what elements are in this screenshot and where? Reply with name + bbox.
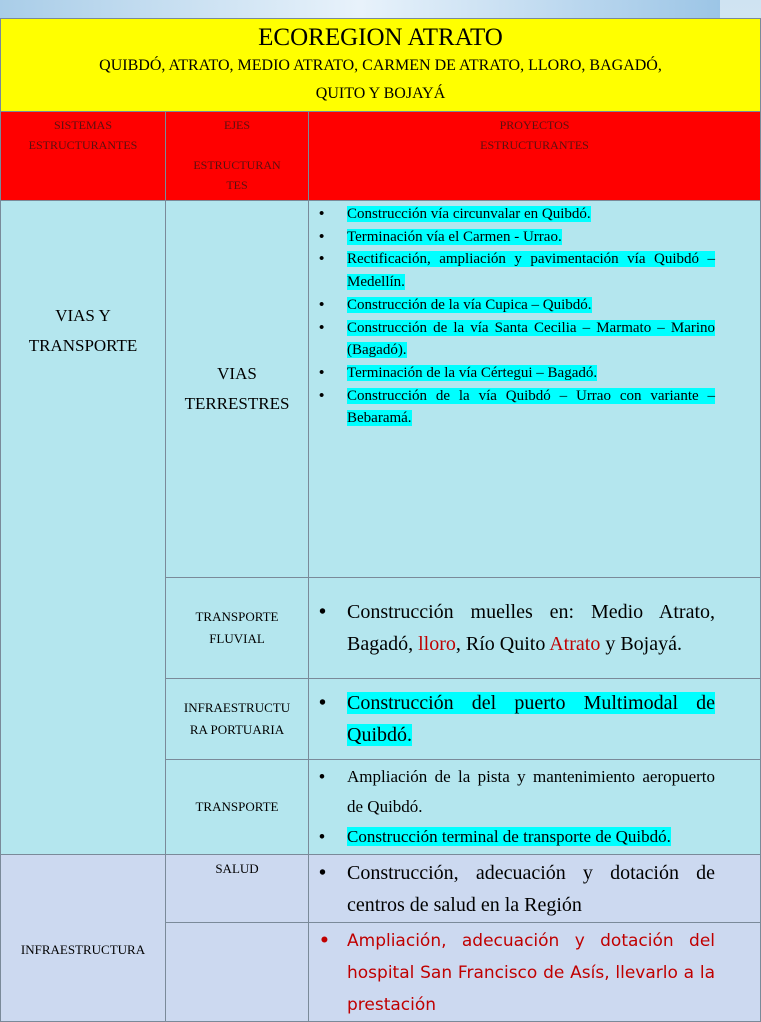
axis-salud: SALUD — [166, 855, 309, 923]
projects-transporte — [309, 760, 761, 855]
header-ejes: EJES ESTRUCTURAN TES — [166, 112, 309, 201]
list-item: • Construcción de la vía Cupica – Quibdó. — [347, 294, 715, 317]
table-row — [1, 855, 761, 923]
list-item: • Terminación de la vía Cértegui – Bagadó. — [347, 362, 715, 385]
axis-vias-terrestres: VIAS TERRESTRES — [166, 201, 309, 578]
list-item: • Construcción de la vía Quibdó – Urrao con variante – Bebaramá. — [347, 385, 715, 430]
title-row — [1, 19, 761, 112]
projects-infraestructura-portuaria — [309, 679, 761, 760]
axis-transporte-fluvial: TRANSPORTE FLUVIAL — [166, 578, 309, 679]
header-sistemas: SISTEMAS ESTRUCTURANTES — [1, 112, 166, 201]
projects-hospital — [309, 923, 761, 1022]
projects-transporte-fluvial — [309, 578, 761, 679]
axis-transporte: TRANSPORTE — [166, 760, 309, 855]
list-item: • Construcción vía circunvalar en Quibdó. — [347, 203, 715, 226]
table-row — [1, 201, 761, 578]
header-proyectos: PROYECTOS ESTRUCTURANTES — [309, 112, 761, 201]
list-item: • Ampliación de la pista y mantenimiento aeropuerto de Quibdó. — [347, 762, 715, 822]
list-item: • Construcción, adecuación y dotación de centros de salud en la Región — [347, 857, 715, 921]
projects-table — [0, 18, 761, 1022]
list-item: • Terminación vía el Carmen - Urrao. — [347, 226, 715, 249]
title-cell — [1, 19, 761, 112]
axis-infraestructura-portuaria: INFRAESTRUCTU RA PORTUARIA — [166, 679, 309, 760]
list-item: • Construcción de la vía Santa Cecilia – Marmato – Marino (Bagadó). — [347, 317, 715, 362]
list-item: • Construcción del puerto Multimodal de Quibdó. — [347, 687, 715, 751]
header-row — [1, 112, 761, 201]
projects-salud — [309, 855, 761, 923]
slide — [0, 18, 720, 1015]
title-sub: QUIBDÓ, ATRATO, MEDIO ATRATO, CARMEN DE ATRATO, LLORO, BAGADÓ, QUITO Y BOJAYÁ — [99, 57, 662, 102]
list-item: • Rectificación, ampliación y pavimentación vía Quibdó – Medellín. — [347, 248, 715, 293]
axis-empty — [166, 923, 309, 1022]
list-item: • Ampliación, adecuación y dotación del hospital San Francisco de Asís, llevarlo a la prestación — [347, 925, 715, 1021]
list-item: • Construcción muelles en: Medio Atrato, Bagadó, lloro, Río Quito Atrato y Bojayá. — [347, 596, 715, 660]
title-main: ECOREGION ATRATO — [258, 24, 503, 51]
list-item: • Construcción terminal de transporte de Quibdó. — [347, 822, 715, 852]
projects-vias-terrestres — [309, 201, 761, 578]
system-vias-transporte: VIAS Y TRANSPORTE — [1, 201, 166, 855]
system-infraestructura: INFRAESTRUCTURA — [1, 855, 166, 1022]
